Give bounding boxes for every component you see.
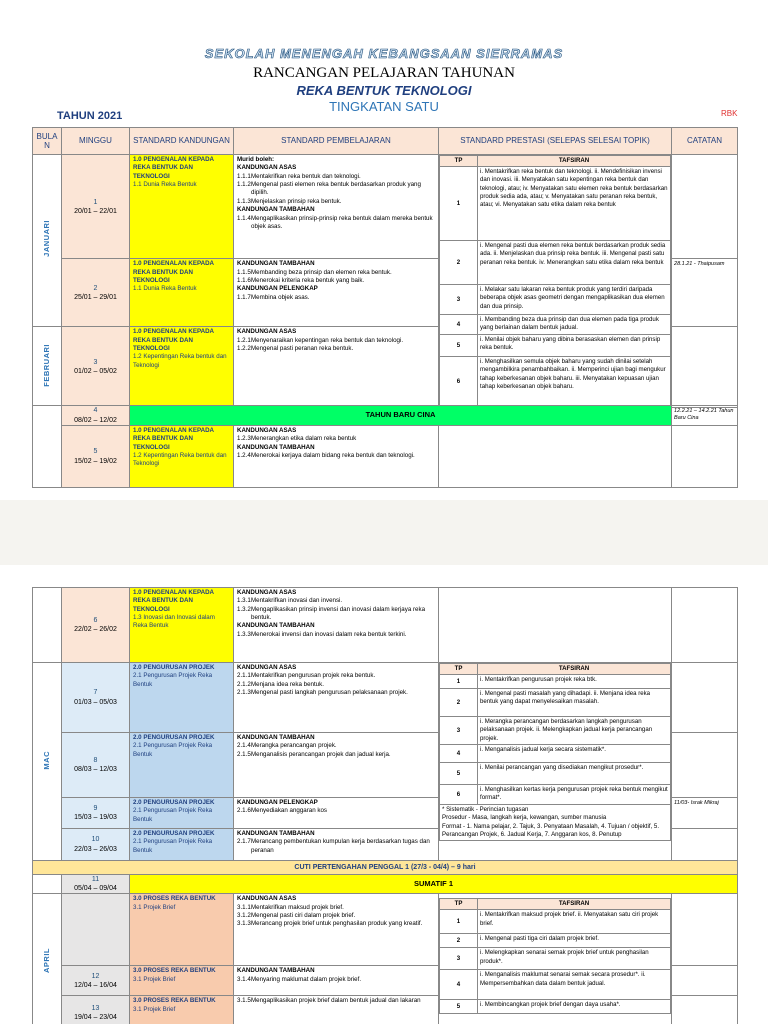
level-title: TINGKATAN SATU [329, 99, 439, 114]
col-bulan: BULA N [33, 128, 62, 155]
sk-w8: 2.0 PENGURUSAN PROJEK 2.1 Pengurusan Projek Reka Bentuk [130, 733, 234, 798]
catatan-w11 [672, 894, 738, 966]
sp-w9: KANDUNGAN PELENGKAP 2.1.6 Menyediakan anggaran kos [234, 798, 439, 829]
month-feb-p2 [33, 588, 62, 663]
event-cuti: CUTI PERTENGAHAN PENGGAL 1 (27/3 - 04/4) – 9 hari [33, 861, 738, 875]
month-apr-pre [33, 875, 62, 894]
week-12: 12 12/04 – 16/04 [62, 966, 130, 996]
subject-title: REKA BENTUK TEKNOLOGI [296, 83, 472, 98]
catatan-w7 [672, 663, 738, 733]
sk-w12: 3.0 PROSES REKA BENTUK 3.1 Projek Brief [130, 966, 234, 996]
sp-w5: KANDUNGAN ASAS 1.2.3 Menerangkan etika dalam reka bentuk KANDUNGAN TAMBAHAN 1.2.4 Menerokai kerjaya dalam bidang reka bentuk dan teknologi. [234, 426, 439, 488]
month-mac: MAC [33, 663, 62, 861]
month-feb-cont [33, 406, 62, 488]
catatan-w6 [672, 588, 738, 663]
tp-table-2: TP TAFSIRAN 1 i. Mentakrifkan pengurusan projek reka btk. 2 i. Mengenal pasti masalah yang dihadapi. ii. Menjana idea reka bentuk yang dapat menyelesaikan masalah. 3 i. Merangka perancangan berdasarkan langkah pengurusan pelaksanaan projek. ii. Melengkapkan jadual kerja perancangan projek. 4 i. Menganalisis jadual kerja secara sistematik*. 5 i. Menilai perancangan yang disediakan mengikut prosedur*. 6 i. Menghasilkan kertas kerja pengurusan projek reka bentuk mengikut format*. * Sistematik - Perincian tugasan Prosedur - Masa, langkah kerja, kewangan, sumber manusia Format - 1. Nama pelajar, 2. Tajuk, 3. Penyataan Masalah, 4. Tujuan / objektif, 5. Perancangan Projek, 6. Jadual Kerja, 7. Anggaran kos, 8. Penutup [439, 663, 671, 841]
week-5: 5 15/02 – 19/02 [62, 426, 130, 488]
week-1: 1 20/01 – 22/01 [62, 155, 130, 259]
catatan-w8 [672, 733, 738, 798]
week-4: 4 08/02 – 12/02 [62, 406, 130, 426]
week-11-content [62, 894, 130, 966]
sp-w10: KANDUNGAN TAMBAHAN 2.1.7 Merancang pembentukan kumpulan kerja berdasarkan tugas dan peranan [234, 829, 439, 861]
catatan-w1 [672, 155, 738, 259]
year-label: TAHUN 2021 [57, 110, 123, 122]
sk-w3: 1.0 PENGENALAN KEPADA REKA BENTUK DAN TEKNOLOGI 1.2 Kepentingan Reka bentuk dan Teknologi [130, 327, 234, 408]
sk-w10: 2.0 PENGURUSAN PROJEK 2.1 Pengurusan Projek Reka Bentuk [130, 829, 234, 861]
catatan-w13 [672, 996, 738, 1024]
month-jan: JANUARI [33, 155, 62, 327]
catatan-w10 [672, 829, 738, 861]
catatan-w9: 11/03- Israk Mikraj [672, 798, 738, 829]
sk-w7: 2.0 PENGURUSAN PROJEK 2.1 Pengurusan Projek Reka Bentuk [130, 663, 234, 733]
event-cny: TAHUN BARU CINA [130, 406, 672, 426]
sk-w1: 1.0 PENGENALAN KEPADA REKA BENTUK DAN TEKNOLOGI 1.1 Dunia Reka Bentuk [130, 155, 234, 259]
tp-panel-1 [439, 155, 672, 408]
week-7: 7 01/03 – 05/03 [62, 663, 130, 733]
code-label: RBK [721, 109, 738, 118]
sp-w13: 3.1.5 Mengaplikasikan projek brief dalam bentuk jadual dan lakaran [234, 996, 439, 1024]
catatan-w3 [672, 327, 738, 408]
page-2 [0, 565, 768, 1024]
sk-w13: 3.0 PROSES REKA BENTUK 3.1 Projek Brief [130, 996, 234, 1024]
col-spr: STANDARD PRESTASI (SELEPAS SELESAI TOPIK) [439, 128, 672, 155]
sk-w11: 3.0 PROSES REKA BENTUK 3.1 Projek Brief [130, 894, 234, 966]
week-8: 8 08/03 – 12/03 [62, 733, 130, 798]
tp-panel-2 [439, 663, 672, 861]
school-name: SEKOLAH MENENGAH KEBANGSAAN SIERRAMAS [204, 46, 564, 61]
tp-panel-3 [439, 894, 672, 1024]
week-6: 6 22/02 – 26/02 [62, 588, 130, 663]
week-2: 2 25/01 – 29/01 [62, 259, 130, 327]
plan-table-1 [32, 127, 738, 408]
tp-empty-w5 [439, 426, 672, 488]
sp-w12: KANDUNGAN TAMBAHAN 3.1.4 Menyaring maklumat dalam projek brief. [234, 966, 439, 996]
event-sumatif: SUMATIF 1 [130, 875, 738, 894]
week-3: 3 01/02 – 05/02 [62, 327, 130, 408]
week-9: 9 15/03 – 19/03 [62, 798, 130, 829]
sp-w11: KANDUNGAN ASAS 3.1.1 Mentakrifkan maksud projek brief. 3.1.2 Mengenal pasti ciri dalam projek brief. 3.1.3 Merancang projek brief untuk penghasilan produk yang kreatif. [234, 894, 439, 966]
month-apr: APRIL [33, 894, 62, 1024]
sp-w1: Murid boleh: KANDUNGAN ASAS 1.1.1 Mentakrifkan reka bentuk dan teknologi. 1.1.2 Mengenal pasti elemen reka bentuk berdasarkan produk yang dipilih. 1.1.3 Menjelaskan prinsip reka bentuk. KANDUNGAN TAMBAHAN 1.1.4 Mengaplikasikan prinsip-prinsip reka bentuk dalam mereka bentuk objek asas. [234, 155, 439, 259]
col-minggu: MINGGU [62, 128, 130, 155]
week-10: 10 22/03 – 26/03 [62, 829, 130, 861]
catatan-w2: 28.1.21 - Thaipusam [672, 259, 738, 327]
month-feb: FEBRUARI [33, 327, 62, 408]
page-1 [0, 0, 768, 500]
sp-w2: KANDUNGAN TAMBAHAN 1.1.5 Membanding beza prinsip dan elemen reka bentuk. 1.1.6 Menerokai kriteria reka bentuk yang baik. KANDUNGAN PELENGKAP 1.1.7 Membina objek asas. [234, 259, 439, 327]
sk-w9: 2.0 PENGURUSAN PROJEK 2.1 Pengurusan Projek Reka Bentuk [130, 798, 234, 829]
sp-w8: KANDUNGAN TAMBAHAN 2.1.4 Merangka perancangan projek. 2.1.5 Menganalisis perancangan projek dan jadual kerja. [234, 733, 439, 798]
col-catatan: CATATAN [672, 128, 738, 155]
sp-w3: KANDUNGAN ASAS 1.2.1 Menyenaraikan kepentingan reka bentuk dan teknologi. 1.2.2 Mengenal pasti peranan reka bentuk. [234, 327, 439, 408]
catatan-w5 [672, 426, 738, 488]
sk-w6: 1.0 PENGENALAN KEPADA REKA BENTUK DAN TEKNOLOGI 1.3 Inovasi dan Inovasi dalam Reka Bentuk [130, 588, 234, 663]
doc-title: RANCANGAN PELAJARAN TAHUNAN [253, 65, 515, 81]
week-11: 11 05/04 – 09/04 [62, 875, 130, 894]
sp-w6: KANDUNGAN ASAS 1.3.1 Mentakrifkan inovasi dan invensi. 1.3.2 Mengaplikasikan prinsip invensi dan inovasi dalam kerjaya reka bentuk. KANDUNGAN TAMBAHAN 1.3.3 Menerokai invensi dan inovasi dalam reka bentuk terkini. [234, 588, 439, 663]
sp-w7: KANDUNGAN ASAS 2.1.1 Mentakrifkan pengurusan projek reka bentuk. 2.1.2 Menjana idea reka bentuk. 2.1.3 Mengenal pasti langkah pengurusan pelaksanaan projek. [234, 663, 439, 733]
sk-w2: 1.0 PENGENALAN KEPADA REKA BENTUK DAN TEKNOLOGI 1.1 Dunia Reka Bentuk [130, 259, 234, 327]
col-sk: STANDARD KANDUNGAN [130, 128, 234, 155]
catatan-w4: 12.2.21 – 14.2.21 Tahun Baru Cina [672, 406, 738, 426]
tp-note: * Sistematik - Perincian tugasan Prosedur - Masa, langkah kerja, kewangan, sumber manusia Format - 1. Nama pelajar, 2. Tajuk, 3. Penyataan Masalah, 4. Tujuan / objektif, 5. Perancangan Projek, 6. Jadual Kerja, 7. Anggaran kos, 8. Penutup [440, 805, 671, 841]
week-13: 13 19/04 – 23/04 [62, 996, 130, 1024]
tp-table-1: TP TAFSIRAN 1 i. Mentakrifkan reka bentuk dan teknologi. ii. Mendefinisikan invensi dan inovasi. iii. Menyatakan satu kepentingan reka bentuk dan teknologi, atau; iv. Menyatakan satu elemen reka bentuk berdasarkan produk sedia ada, atau; v. Menyatakan satu peranan reka bentuk, atau; vi. Menyatakan satu etika dalam reka bentuk 2 i. Mengenal pasti dua elemen reka bentuk berdasarkan produk sedia ada. ii. Menjelaskan dua prinsip reka bentuk. iii. Mengenal pasti satu peranan reka bentuk. iv. Menerangkan satu etika dalam reka bentuk 3 i. Melakar satu lakaran reka bentuk produk yang terdiri daripada beberapa objek asas geometri dengan mengaplikasikan dua elemen dan dua prinsip. 4 i. Membanding beza dua prinsip dan dua elemen pada tiga produk yang berlainan dalam bentuk jadual. 5 i. Menilai objek baharu yang dibina berasaskan elemen dan prinsip reka bentuk. 6 i. Menghasilkan semula objek baharu yang sudah dinilai setelah mengambilkira penambahbaikan. ii. Memperinci ujian bagi mengukur tahap keberkesanan objek baharu. iii. Menyatakan kepuasan ujian tahap keberkesanan objek baharu. [439, 155, 671, 407]
sk-w5: 1.0 PENGENALAN KEPADA REKA BENTUK DAN TEKNOLOGI 1.2 Kepentingan Reka bentuk dan Teknologi [130, 426, 234, 488]
tp-empty-w6 [439, 588, 672, 663]
col-sp: STANDARD PEMBELAJARAN [234, 128, 439, 155]
plan-table-2 [32, 587, 738, 1024]
catatan-w12 [672, 966, 738, 996]
plan-table-1b [32, 405, 738, 488]
tp-table-3: TP TAFSIRAN 1 i. Mentakrifkan maksud projek brief. ii. Menyatakan satu ciri projek brief. 2 i. Mengenal pasti tiga ciri dalam projek brief. 3 i. Melengkapkan senarai semak projek brief untuk penghasilan produk*. 4 i. Menganalisis maklumat senarai semak secara prosedur*. ii. Mempersembahkan data dalam bentuk jadual. 5 i. Membincangkan projek brief dengan daya usaha*. [439, 898, 671, 1014]
